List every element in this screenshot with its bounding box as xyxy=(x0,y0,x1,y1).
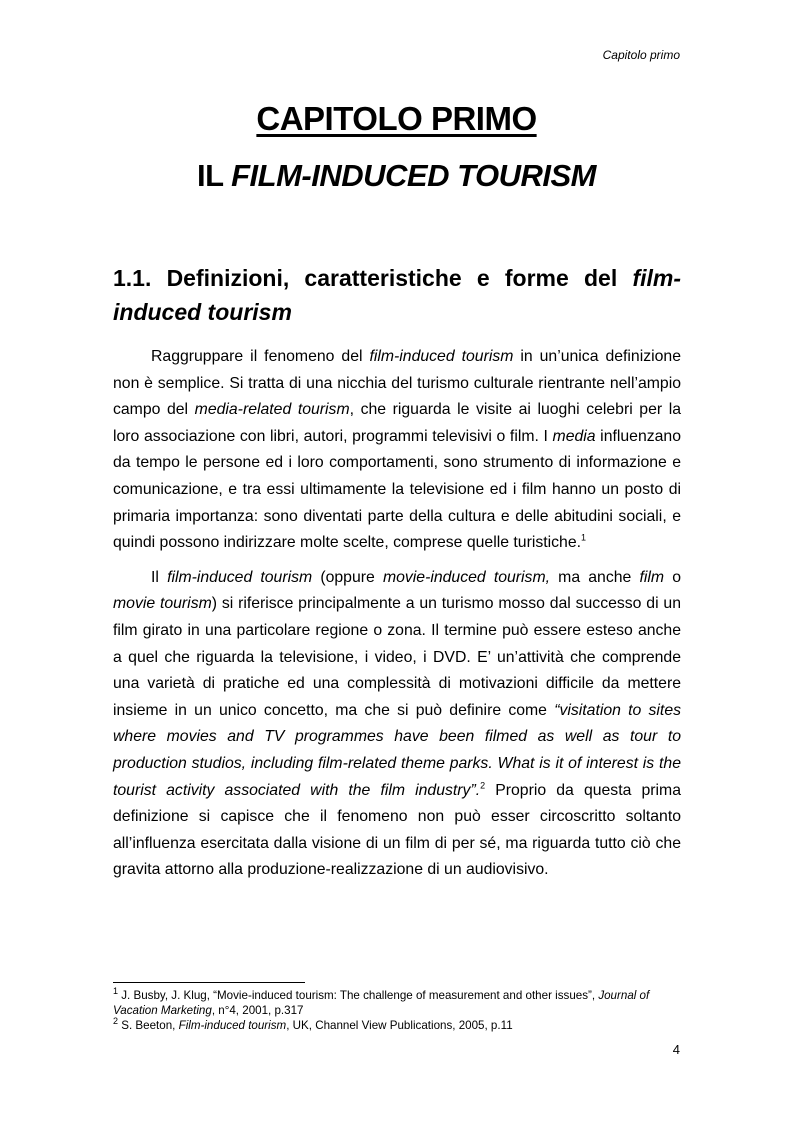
chapter-title: CAPITOLO PRIMO xyxy=(256,100,537,137)
footnote-text: , n°4, 2001, p.317 xyxy=(211,1004,304,1017)
page-number: 4 xyxy=(672,1042,680,1057)
section-heading-text: 1.1. Definizioni, caratteristiche e forme del xyxy=(113,265,633,291)
italic-term: film xyxy=(639,568,665,586)
section-heading-italic: film-induced tourism xyxy=(113,265,681,325)
chapter-subtitle-prefix: IL xyxy=(197,158,232,193)
chapter-subtitle-italic: FILM-INDUCED TOURISM xyxy=(231,158,596,193)
paragraph-1 xyxy=(113,344,681,557)
chapter-subtitle xyxy=(0,158,793,194)
text-run: o xyxy=(664,568,681,586)
paragraph-2 xyxy=(113,565,681,884)
footnote-mark: 2 xyxy=(113,1016,119,1027)
text-run: Proprio da questa prima definizione si capisce che il fenomeno non può esser circoscritto soltanto all’influenza esercitata dalla visione di un film di per sé, ma riguarda tutto ciò che gravita attorno alla produzione-realizzazione di un audiovisivo. xyxy=(113,781,681,879)
italic-quotation: “visitation to sites where movies and TV programmes have been filmed as well as tour to production studios, including film-related theme parks. What is it of interest is the tourist activity associated with the film industry”. xyxy=(113,701,681,799)
text-run: (oppure xyxy=(312,568,383,586)
text-run: Raggruppare il fenomeno del xyxy=(151,348,370,365)
text-run: , che riguarda le visite ai luoghi celebri per la loro associazione con libri, autori, programmi televisivi o film. I xyxy=(113,401,682,445)
text-run: ) si riferisce principalmente a un turismo mosso dal successo di un film girato in una particolare regione o zona. Il termine può essere esteso anche a quel che riguarda la televisione, i video, i DVD. E’ un’attività che comprende una varietà di pratiche ed una complessità di motivazioni difficile da mettere insieme in un unico concetto, ma che si può definire come xyxy=(113,595,681,719)
text-run: influenzano da tempo le persone ed i loro comportamenti, sono strumento di informazione e comunicazione, e tra essi ultimamente la televisione ed i film hanno un posto di primaria importanza: sono diventati parte della cultura e delle abitudini sociali, e quindi possono indirizzare molte scelte, comprese quelle turistiche. xyxy=(113,427,681,552)
body-text xyxy=(113,344,681,892)
footnote-italic: Journal of Vacation Marketing xyxy=(113,989,650,1017)
footnote-reference-1[interactable]: 1 xyxy=(581,532,587,543)
text-run: ma anche xyxy=(550,568,640,586)
italic-term: film-induced tourism xyxy=(167,568,313,586)
italic-term: media-related tourism xyxy=(194,401,350,419)
running-head: Capitolo primo xyxy=(602,48,680,62)
footnote-1 xyxy=(113,988,681,1018)
italic-term: movie-induced tourism, xyxy=(382,568,551,586)
footnote-mark: 1 xyxy=(113,986,119,997)
footnotes xyxy=(113,988,681,1033)
footnote-text: S. Beeton, xyxy=(118,1019,179,1032)
text-run: in un’unica definizione non è semplice. Si tratta di una nicchia del turismo culturale rientrante nell’ampio campo del xyxy=(113,348,681,419)
italic-term: film-induced tourism xyxy=(369,348,514,365)
italic-term: movie tourism xyxy=(113,595,212,613)
footnote-2 xyxy=(113,1018,681,1033)
footnote-text: , UK, Channel View Publications, 2005, p.11 xyxy=(286,1019,513,1032)
footnote-separator xyxy=(113,982,305,983)
footnote-reference-2[interactable]: 2 xyxy=(480,780,486,791)
text-run: Il xyxy=(151,568,168,586)
footnote-text: J. Busby, J. Klug, “Movie-induced tourism: The challenge of measurement and other issues”, xyxy=(118,989,599,1002)
section-heading xyxy=(113,261,681,329)
footnote-italic: Film-induced tourism xyxy=(178,1019,287,1032)
italic-term: media xyxy=(552,427,596,445)
